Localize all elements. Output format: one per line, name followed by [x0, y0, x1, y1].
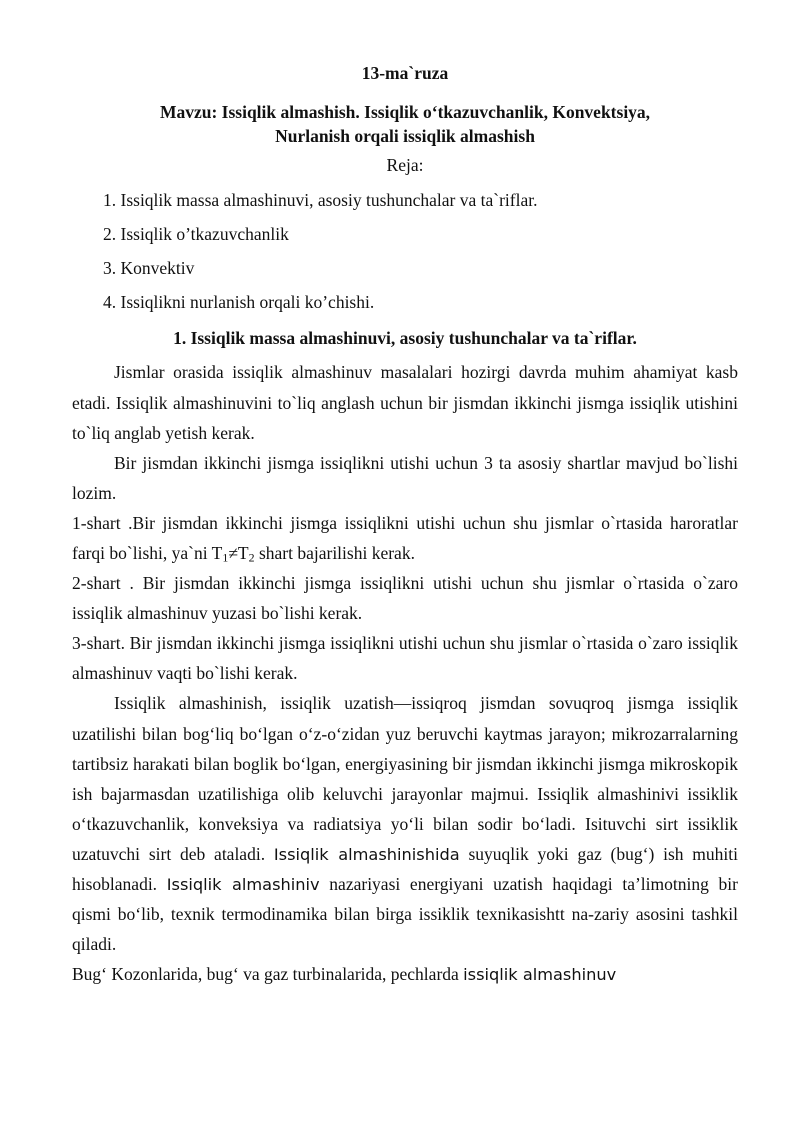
paragraph-6-sans-term-2: Issiqlik almashiniv [166, 875, 320, 895]
formula-not-equal-icon: ≠ [228, 543, 238, 563]
formula-t2-subscript: 2 [248, 550, 255, 565]
formula-t1-subscript: 1 [222, 550, 229, 565]
formula-t2: T [237, 543, 249, 563]
topic-title-line-2: Nurlanish orqali issiqlik almashish [275, 126, 535, 147]
list-item: 2. Issiqlik o’tkazuvchanlik [103, 223, 289, 244]
paragraph-5-shart-3: 3-shart. Bir jismdan ikkinchi jismga issiqlikni utishi uchun shu jismlar o`rtasida o`zaro issiqlik almashinuv vaqti bo`lishi kerak. [72, 633, 738, 684]
lecture-title: 13-ma`ruza [361, 63, 449, 83]
paragraph-3-shart-1 [72, 508, 738, 568]
paragraph-4-shart-2: 2-shart . Bir jismdan ikkinchi jismga issiqlikni utishi uchun shu jismlar o`rtasida o`zaro issiqlik almashinuv yuzasi bo`lishi kerak. [72, 573, 738, 624]
plan-list [72, 187, 738, 317]
topic-title [72, 100, 738, 150]
paragraph-6 [72, 688, 738, 959]
shart-1-text-before: 1-shart .Bir jismdan ikkinchi jismga issiqlikni utishi uchun shu jismlar o`rtasida haroratlar farqi bo`lishi, ya`ni [72, 512, 738, 563]
paragraph-7-sans-term-1: issiqlik almashinuv [463, 965, 617, 985]
paragraph-2: Bir jismdan ikkinchi jismga issiqlikni utishi uchun 3 ta asosiy shartlar mavjud bo`lishi lozim. [72, 452, 738, 503]
paragraph-6-segment-2: suyuqlik yoki gaz (bug‘) ish muhiti hisoblanadi. [72, 843, 738, 895]
section-heading: 1. Issiqlik massa almashinuvi, asosiy tushunchalar va ta`riflar. [173, 328, 637, 349]
list-item: 3. Konvektiv [103, 257, 195, 278]
list-item: 1. Issiqlik massa almashinuvi, asosiy tushunchalar va ta`riflar. [103, 189, 538, 210]
document-body [72, 62, 738, 989]
topic-title-line-1: Mavzu: Issiqlik almashish. Issiqlik o‘tkazuvchanlik, Konvektsiya, [159, 101, 651, 122]
plan-label: Reja: [386, 155, 424, 176]
paragraph-1: Jismlar orasida issiqlik almashinuv masalalari hozirgi davrda muhim ahamiyat kasb etadi. Issiqlik almashinuvini to`liq anglash uchun bir jismdan ikkinchi jismga issiqlik utishini to`liq anglab yetish kerak. [72, 362, 738, 443]
paragraph-6-segment-1: Issiqlik almashinish, issiqlik uzatish—issiqroq jismdan sovuqroq jismga issiqlik uzatilishi bilan bog‘liq bo‘lgan o‘z-o‘zidan yuz beruvchi kaytmas jarayon; mikrozarralarning tartibsiz harakati bilan boglik bo‘lgan, energiyasining bir jismdan ikkinchi jismga mikroskopik ish bajarmasdan uzatilishiga olib keluvchi jarayonlar majmui. Issiqlik almashinivi issiklik o‘tkazuvchanlik, konveksiya va radiatsiya yo‘li bilan sodir bo‘ladi. Isituvchi sirt issiklik uzatuvchi sirt deb ataladi. [72, 693, 738, 864]
paragraph-7 [72, 959, 738, 989]
shart-1-text-after: shart bajarilishi kerak. [254, 543, 415, 563]
formula-t1: T [211, 543, 223, 563]
list-item: 4. Issiqlikni nurlanish orqali ko’chishi. [103, 292, 375, 313]
paragraph-6-sans-term-1: Issiqlik almashinishida [273, 844, 460, 864]
paragraph-7-segment-1: Bug‘ Kozonlarida, bug‘ va gaz turbinalarida, pechlarda [72, 964, 464, 985]
paragraph-6-segment-3: nazariyasi energiyani uzatish haqidagi ta’limotning bir qismi bo‘lib, texnik termodinamika bilan birga issiklik texnikasishtt na-zariy asosini tashkil qiladi. [72, 874, 738, 955]
